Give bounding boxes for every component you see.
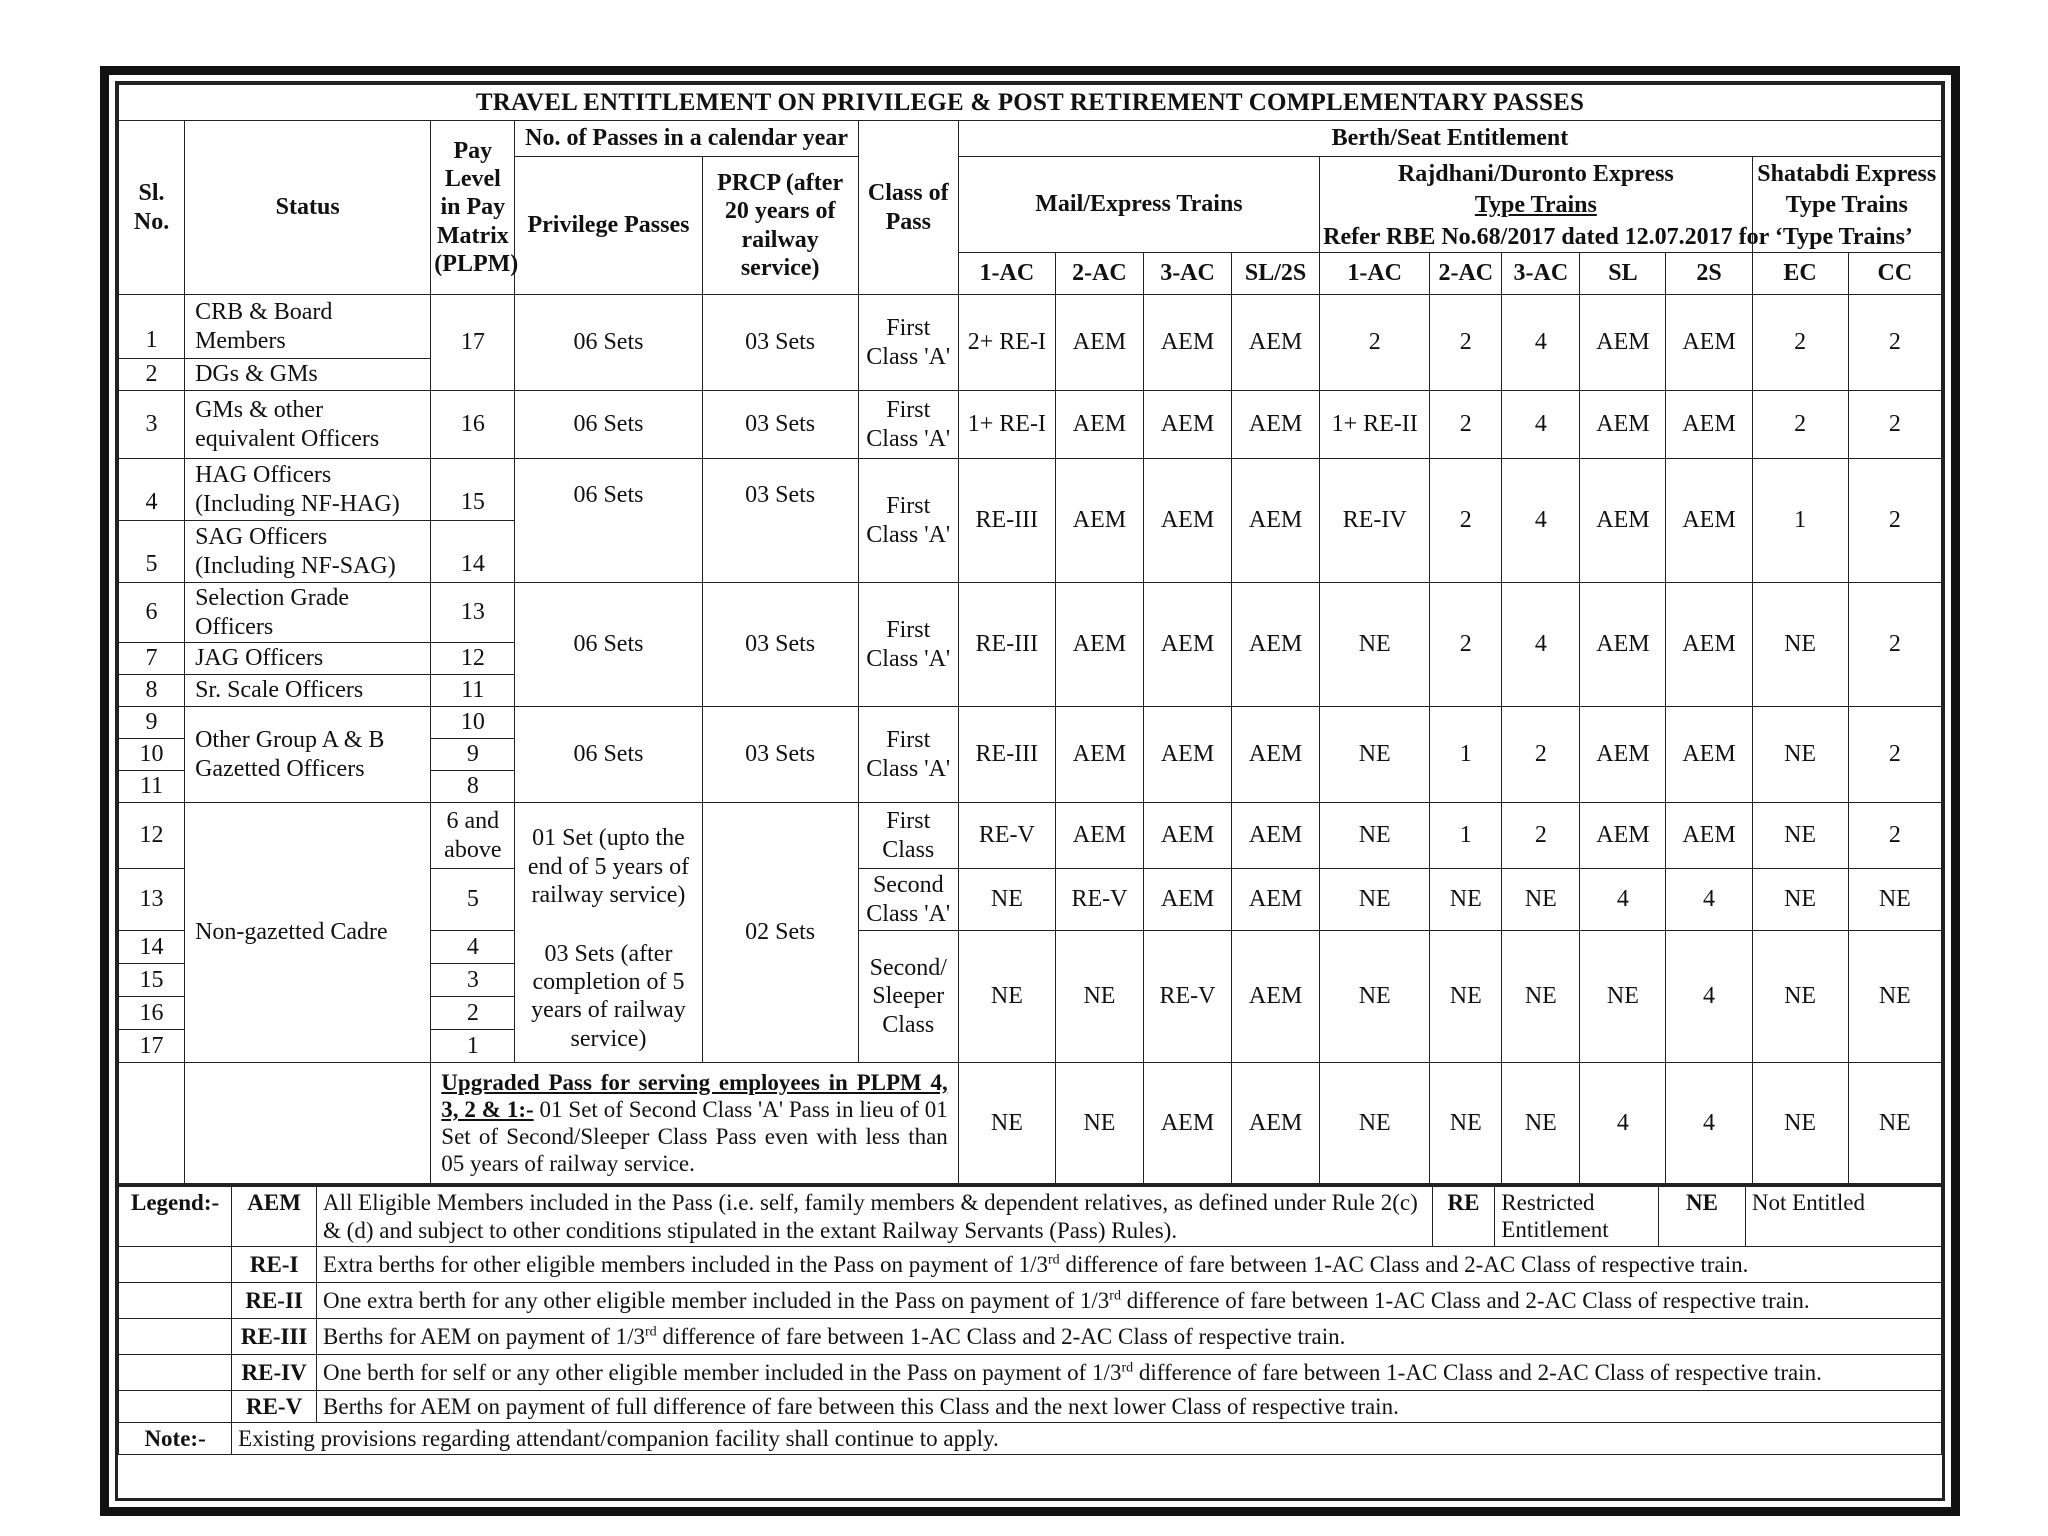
- header-mail-express: Mail/Express Trains: [958, 157, 1319, 253]
- pay-cell: 12: [431, 643, 515, 675]
- ent-cell: 2: [1752, 391, 1848, 459]
- status-cell: DGs & GMs: [185, 359, 431, 391]
- pay-cell: 6 and above: [431, 803, 515, 869]
- legend-text: [317, 1391, 1942, 1423]
- legend-code: RE-V: [232, 1391, 317, 1423]
- pay-cell: 15: [431, 459, 515, 521]
- sl-cell: 10: [119, 739, 185, 771]
- legend-row: [119, 1391, 1942, 1423]
- sl-cell: 13: [119, 869, 185, 931]
- ent-cell: 1: [1430, 803, 1502, 869]
- table-row: [119, 707, 1942, 739]
- legend-text-post: difference of fare between 1-AC Class and 2-AC Class of respective train.: [1059, 1251, 1749, 1277]
- ent-cell: AEM: [1666, 583, 1752, 707]
- legend-text-post: difference of fare between 1-AC Class and 2-AC Class of respective train.: [1120, 1287, 1810, 1313]
- ent-cell: NE: [1752, 931, 1848, 1063]
- table-row: [119, 459, 1942, 521]
- pay-cell: 8: [431, 771, 515, 803]
- ent-cell: 2: [1848, 707, 1941, 803]
- legend-empty: [119, 1355, 232, 1391]
- empty-sl-cell: [119, 1063, 185, 1185]
- refer-rbe-note: Refer RBE No.68/2017 dated 12.07.2017 for ‘Type Trains’: [1323, 223, 1913, 250]
- ent-cell: RE-III: [958, 707, 1055, 803]
- status-line: Gazetted Officers: [195, 755, 365, 782]
- header-shatabdi-bottom: Type Trains: [1752, 191, 1941, 253]
- note-row: [119, 1423, 1942, 1455]
- ent-cell: NE: [1752, 803, 1848, 869]
- status-line: HAG Officers: [195, 462, 332, 489]
- class-cell: Second/ Sleeper Class: [858, 931, 958, 1063]
- header-mail-2ac: 2-AC: [1055, 253, 1143, 295]
- class-cell: First Class 'A': [858, 459, 958, 583]
- legend-code: RE-II: [232, 1283, 317, 1319]
- header-prcp: PRCP (after 20 years of railway service): [702, 157, 858, 295]
- header-raj-1ac: 1-AC: [1320, 253, 1430, 295]
- header-sl-no: Sl. No.: [119, 121, 185, 295]
- ent-cell: AEM: [1232, 583, 1320, 707]
- status-line: Selection Grade: [195, 585, 349, 612]
- note-label: Note:-: [119, 1423, 232, 1455]
- status-line: (Including NF-HAG): [195, 490, 400, 517]
- legend-empty: [119, 1391, 232, 1423]
- ent-cell: RE-III: [958, 459, 1055, 583]
- ent-cell: NE: [1752, 707, 1848, 803]
- ent-cell: 2: [1848, 459, 1941, 583]
- pay-cell: 3: [431, 964, 515, 997]
- ent-cell: AEM: [1580, 803, 1666, 869]
- status-cell: [185, 521, 431, 583]
- ent-cell: 4: [1580, 1063, 1666, 1185]
- ent-cell: 4: [1666, 869, 1752, 931]
- ent-cell: NE: [1320, 1063, 1430, 1185]
- ent-cell: NE: [1502, 931, 1580, 1063]
- ent-cell: NE: [1752, 583, 1848, 707]
- pay-cell: 14: [431, 521, 515, 583]
- header-mail-1ac: 1-AC: [958, 253, 1055, 295]
- ent-cell: NE: [958, 1063, 1055, 1185]
- header-berth-group: Berth/Seat Entitlement: [958, 121, 1941, 157]
- header-raj-sl: SL: [1580, 253, 1666, 295]
- legend-code: RE-III: [232, 1319, 317, 1355]
- upgrade-note-title: Upgraded Pass for serving employees in PLPM 4, 3, 2 & 1:-: [441, 1069, 948, 1122]
- status-cell: [185, 583, 431, 643]
- sl-cell: 2: [119, 359, 185, 391]
- ent-cell: NE: [1430, 1063, 1502, 1185]
- ent-cell: AEM: [1232, 1063, 1320, 1185]
- ent-cell: 2: [1430, 391, 1502, 459]
- prcp-cell: 02 Sets: [702, 803, 858, 1063]
- table-row: [119, 583, 1942, 643]
- privilege-cell: 06 Sets: [515, 459, 702, 583]
- ent-cell: NE: [1320, 869, 1430, 931]
- sl-cell: 15: [119, 964, 185, 997]
- pay-cell: 10: [431, 707, 515, 739]
- ent-cell: NE: [1752, 1063, 1848, 1185]
- status-cell: Non-gazetted Cadre: [185, 803, 431, 1063]
- ent-cell: NE: [1848, 869, 1941, 931]
- status-line: Officers: [195, 613, 274, 640]
- class-cell: First Class: [858, 803, 958, 869]
- pay-cell: 9: [431, 739, 515, 771]
- ent-cell: AEM: [1055, 707, 1143, 803]
- legend-text-pre: Berths for AEM on payment of full difference of fare between this Class and the next lower Class of respective train.: [323, 1394, 1399, 1419]
- ent-cell: AEM: [1143, 583, 1231, 707]
- pay-cell: 13: [431, 583, 515, 643]
- status-cell: [185, 295, 431, 359]
- ent-cell: 1: [1430, 707, 1502, 803]
- privilege-cell: 06 Sets: [515, 391, 702, 459]
- ent-cell: AEM: [1055, 459, 1143, 583]
- legend-empty: [119, 1319, 232, 1355]
- sl-cell: 11: [119, 771, 185, 803]
- ent-cell: AEM: [1232, 459, 1320, 583]
- ent-cell: AEM: [1580, 295, 1666, 391]
- privilege-cell: 06 Sets: [515, 707, 702, 803]
- ent-cell: 2: [1430, 295, 1502, 391]
- legend-text: [317, 1247, 1942, 1283]
- legend-text-sup: rd: [1048, 1252, 1060, 1268]
- class-cell: Second Class 'A': [858, 869, 958, 931]
- ent-cell: 1+ RE-I: [958, 391, 1055, 459]
- ent-cell: 4: [1502, 295, 1580, 391]
- ent-cell: AEM: [1232, 803, 1320, 869]
- ent-cell: 1+ RE-II: [1320, 391, 1430, 459]
- ent-cell: AEM: [1232, 295, 1320, 391]
- ent-cell: AEM: [1143, 1063, 1231, 1185]
- header-mail-3ac: 3-AC: [1143, 253, 1231, 295]
- pay-cell: 2: [431, 997, 515, 1030]
- ent-cell: RE-III: [958, 583, 1055, 707]
- prcp-cell: 03 Sets: [702, 459, 858, 583]
- ent-cell: 2: [1848, 295, 1941, 391]
- prcp-cell: 03 Sets: [702, 707, 858, 803]
- legend-text-sup: rd: [1109, 1288, 1121, 1304]
- ent-cell: NE: [958, 869, 1055, 931]
- ent-cell: AEM: [1143, 803, 1231, 869]
- pay-cell: 5: [431, 869, 515, 931]
- ent-cell: NE: [1430, 931, 1502, 1063]
- table-title: TRAVEL ENTITLEMENT ON PRIVILEGE & POST RETIREMENT COMPLEMENTARY PASSES: [119, 85, 1942, 121]
- table-row: [119, 295, 1942, 359]
- ent-cell: RE-V: [958, 803, 1055, 869]
- ent-cell: AEM: [1232, 869, 1320, 931]
- ent-cell: 2: [1848, 391, 1941, 459]
- legend-empty: [119, 1283, 232, 1319]
- ent-cell: NE: [1320, 931, 1430, 1063]
- legend-row-aem: [119, 1187, 1942, 1247]
- privilege-cell: 06 Sets: [515, 295, 702, 391]
- ent-cell: RE-V: [1055, 869, 1143, 931]
- ent-cell: 4: [1502, 391, 1580, 459]
- header-rajdhani-top: Rajdhani/Duronto Express: [1320, 157, 1752, 191]
- legend-text-post: difference of fare between 1-AC Class and 2-AC Class of respective train.: [656, 1323, 1346, 1349]
- ent-cell: NE: [958, 931, 1055, 1063]
- legend-code-aem: AEM: [232, 1187, 317, 1247]
- ent-cell: AEM: [1580, 391, 1666, 459]
- legend-code-re: RE: [1432, 1187, 1495, 1247]
- status-line: Members: [195, 327, 286, 354]
- header-mail-sl2s: SL/2S: [1232, 253, 1320, 295]
- rajdhani-type-trains: Type Trains: [1474, 191, 1597, 218]
- ent-cell: NE: [1752, 869, 1848, 931]
- header-shatabdi-top: Shatabdi Express: [1752, 157, 1941, 191]
- legend-table: [118, 1186, 1942, 1455]
- sl-cell: 17: [119, 1030, 185, 1063]
- ent-cell: 2: [1502, 707, 1580, 803]
- ent-cell: AEM: [1055, 803, 1143, 869]
- ent-cell: AEM: [1666, 295, 1752, 391]
- class-cell: First Class 'A': [858, 583, 958, 707]
- sl-cell: 12: [119, 803, 185, 869]
- ent-cell: 2: [1430, 583, 1502, 707]
- legend-text: [317, 1319, 1942, 1355]
- pay-cell: 1: [431, 1030, 515, 1063]
- sl-cell: 4: [119, 459, 185, 521]
- ent-cell: AEM: [1580, 583, 1666, 707]
- sl-cell: 1: [119, 295, 185, 359]
- sl-cell: 7: [119, 643, 185, 675]
- table-row: [119, 803, 1942, 869]
- note-text: Existing provisions regarding attendant/companion facility shall continue to apply.: [232, 1423, 1942, 1455]
- ent-cell: AEM: [1666, 803, 1752, 869]
- ent-cell: 2: [1848, 583, 1941, 707]
- legend-text-sup: rd: [1121, 1360, 1134, 1376]
- header-status: Status: [185, 121, 431, 295]
- pay-cell: 4: [431, 931, 515, 964]
- ent-cell: 2+ RE-I: [958, 295, 1055, 391]
- legend-text-sup: rd: [645, 1324, 657, 1340]
- pay-cell: 11: [431, 675, 515, 707]
- document-inner-border: [115, 81, 1945, 1501]
- header-sha-cc: CC: [1848, 253, 1941, 295]
- status-line: CRB & Board: [195, 299, 333, 326]
- legend-row: [119, 1247, 1942, 1283]
- header-rajdhani-bottom: [1320, 191, 1913, 253]
- ent-cell: AEM: [1666, 459, 1752, 583]
- pay-cell: 16: [431, 391, 515, 459]
- legend-text: [317, 1355, 1942, 1391]
- header-pay-level: Pay Level in Pay Matrix (PLPM): [431, 121, 515, 295]
- ent-cell: AEM: [1143, 707, 1231, 803]
- ent-cell: AEM: [1055, 391, 1143, 459]
- status-line: equivalent Officers: [195, 425, 380, 452]
- legend-text-pre: One berth for self or any other eligible member included in the Pass on payment of 1/3: [323, 1359, 1122, 1385]
- prcp-cell: 03 Sets: [702, 583, 858, 707]
- status-cell: JAG Officers: [185, 643, 431, 675]
- ent-cell: AEM: [1232, 707, 1320, 803]
- ent-cell: RE-V: [1143, 931, 1231, 1063]
- sl-cell: 9: [119, 707, 185, 739]
- status-line: Other Group A & B: [195, 727, 385, 754]
- status-line: (Including NF-SAG): [195, 552, 396, 579]
- header-passes-group: No. of Passes in a calendar year: [515, 121, 858, 157]
- status-cell: [185, 459, 431, 521]
- ent-cell: AEM: [1580, 707, 1666, 803]
- ent-cell: NE: [1502, 869, 1580, 931]
- ent-cell: NE: [1055, 1063, 1143, 1185]
- legend-text-ne: Not Entitled: [1745, 1187, 1941, 1247]
- ent-cell: NE: [1580, 931, 1666, 1063]
- legend-row: [119, 1283, 1942, 1319]
- sl-cell: 6: [119, 583, 185, 643]
- status-line: GMs & other: [195, 397, 324, 424]
- class-cell: First Class 'A': [858, 707, 958, 803]
- header-privilege: Privilege Passes: [515, 157, 702, 295]
- privilege-cell: 03 Sets (after completion of 5 years of railway service): [515, 931, 702, 1063]
- ent-cell: AEM: [1055, 295, 1143, 391]
- ent-cell: NE: [1055, 931, 1143, 1063]
- legend-empty: [119, 1247, 232, 1283]
- ent-cell: 2: [1502, 803, 1580, 869]
- legend-row: [119, 1319, 1942, 1355]
- sl-cell: 5: [119, 521, 185, 583]
- class-cell: First Class 'A': [858, 295, 958, 391]
- legend-text-pre: Berths for AEM on payment of 1/3: [323, 1323, 646, 1349]
- legend-text-pre: Extra berths for other eligible members included in the Pass on payment of 1/3: [323, 1251, 1049, 1277]
- class-cell: First Class 'A': [858, 391, 958, 459]
- status-cell: [185, 707, 431, 803]
- ent-cell: RE-IV: [1320, 459, 1430, 583]
- privilege-cell: 01 Set (upto the end of 5 years of railway service): [515, 803, 702, 931]
- legend-code-ne: NE: [1659, 1187, 1746, 1247]
- ent-cell: AEM: [1143, 869, 1231, 931]
- ent-cell: AEM: [1143, 295, 1231, 391]
- status-cell: [185, 391, 431, 459]
- header-sha-ec: EC: [1752, 253, 1848, 295]
- header-raj-2s: 2S: [1666, 253, 1752, 295]
- legend-label: Legend:-: [119, 1187, 232, 1247]
- ent-cell: AEM: [1143, 459, 1231, 583]
- ent-cell: NE: [1320, 803, 1430, 869]
- legend-text-post: difference of fare between 1-AC Class and 2-AC Class of respective train.: [1133, 1359, 1822, 1385]
- ent-cell: 4: [1502, 583, 1580, 707]
- ent-cell: 2: [1430, 459, 1502, 583]
- ent-cell: AEM: [1666, 707, 1752, 803]
- ent-cell: 2: [1848, 803, 1941, 869]
- ent-cell: 4: [1666, 1063, 1752, 1185]
- ent-cell: 2: [1752, 295, 1848, 391]
- ent-cell: 2: [1320, 295, 1430, 391]
- sl-cell: 16: [119, 997, 185, 1030]
- sl-cell: 14: [119, 931, 185, 964]
- legend-code: RE-I: [232, 1247, 317, 1283]
- status-cell: Sr. Scale Officers: [185, 675, 431, 707]
- ent-cell: AEM: [1580, 459, 1666, 583]
- header-raj-2ac: 2-AC: [1430, 253, 1502, 295]
- ent-cell: AEM: [1232, 931, 1320, 1063]
- ent-cell: NE: [1848, 931, 1941, 1063]
- ent-cell: AEM: [1143, 391, 1231, 459]
- prcp-cell: 03 Sets: [702, 295, 858, 391]
- header-raj-3ac: 3-AC: [1502, 253, 1580, 295]
- header-class-of-pass: Class of Pass: [858, 121, 958, 295]
- ent-cell: AEM: [1232, 391, 1320, 459]
- ent-cell: 4: [1580, 869, 1666, 931]
- privilege-cell: 06 Sets: [515, 583, 702, 707]
- sl-cell: 3: [119, 391, 185, 459]
- table-row: [119, 391, 1942, 459]
- legend-text: [317, 1283, 1942, 1319]
- legend-row: [119, 1355, 1942, 1391]
- ent-cell: NE: [1320, 583, 1430, 707]
- ent-cell: 4: [1502, 459, 1580, 583]
- pay-cell: 17: [431, 295, 515, 391]
- legend-text-pre: One extra berth for any other eligible member included in the Pass on payment of 1/3: [323, 1287, 1110, 1313]
- ent-cell: 1: [1752, 459, 1848, 583]
- legend-text-re: Restricted Entitlement: [1495, 1187, 1659, 1247]
- upgrade-note-cell: [431, 1063, 959, 1185]
- ent-cell: NE: [1848, 1063, 1941, 1185]
- ent-cell: AEM: [1666, 391, 1752, 459]
- table-row-upgrade: [119, 1063, 1942, 1185]
- document-frame: [100, 66, 1960, 1516]
- status-line: SAG Officers: [195, 524, 328, 551]
- prcp-cell: 03 Sets: [702, 391, 858, 459]
- legend-text-aem: All Eligible Members included in the Pass (i.e. self, family members & dependent relatives, as defined under Rule 2(c) & (d) and subject to other conditions stipulated in the extant Railway Servants (Pass) Rules).: [317, 1187, 1433, 1247]
- upgrade-note-text: 01 Set of Second Class 'A' Pass in lieu of 01 Set of Second/Sleeper Class Pass even with less than 05 years of railway service.: [441, 1096, 948, 1177]
- ent-cell: 4: [1666, 931, 1752, 1063]
- ent-cell: NE: [1430, 869, 1502, 931]
- ent-cell: AEM: [1055, 583, 1143, 707]
- sl-cell: 8: [119, 675, 185, 707]
- empty-status-cell: [185, 1063, 431, 1185]
- ent-cell: NE: [1502, 1063, 1580, 1185]
- entitlement-table: [118, 84, 1942, 1186]
- ent-cell: NE: [1320, 707, 1430, 803]
- legend-code: RE-IV: [232, 1355, 317, 1391]
